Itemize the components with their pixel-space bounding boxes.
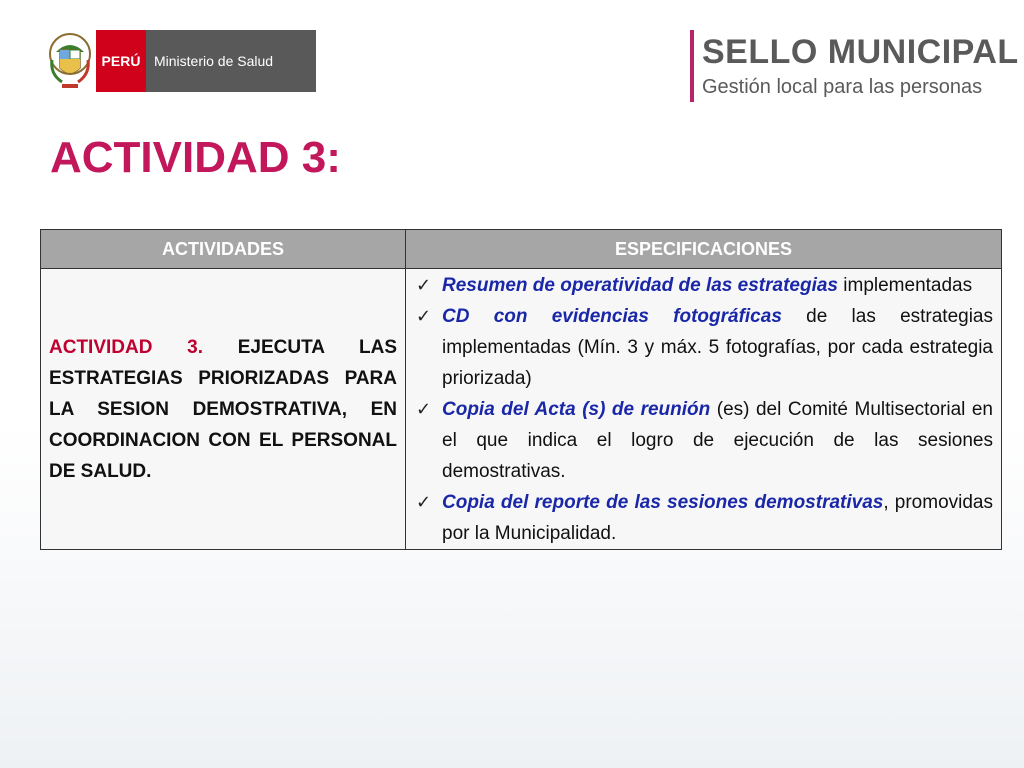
- table-row: [41, 269, 1002, 550]
- coat-of-arms-icon: [48, 30, 92, 92]
- spec-text: (es) del Comité Multisectorial en el que indica el logro de ejecución de las sesiones demostrativas.: [442, 399, 993, 482]
- especificaciones-cell: [406, 269, 1002, 550]
- actividad-cell: [41, 269, 406, 550]
- spec-text: implementadas: [838, 275, 973, 296]
- table-header-row: [41, 230, 1002, 269]
- spec-emphasis: Resumen de operatividad de las estrategias: [442, 275, 838, 296]
- spec-emphasis: Copia del reporte de las sesiones demostrativas: [442, 492, 884, 513]
- list-item: [416, 301, 993, 394]
- actividad-lead: ACTIVIDAD 3.: [49, 336, 203, 358]
- actividad-text: EJECUTA LAS ESTRATEGIAS PRIORIZADAS PARA LA SESION DEMOSTRATIVA, EN COORDINACION CON EL PERSONAL DE SALUD.: [49, 336, 397, 482]
- peru-label: PERÚ: [96, 30, 146, 92]
- activity-table: [40, 229, 1002, 550]
- spec-text: , promovidas por la Municipalidad.: [442, 492, 993, 544]
- minsa-logo: [48, 30, 316, 92]
- header-especificaciones: ESPECIFICACIONES: [406, 230, 1002, 269]
- spec-list: [416, 269, 993, 549]
- sello-title: SELLO MUNICIPAL: [702, 33, 1019, 71]
- sello-accent-bar: [690, 30, 694, 102]
- checkmark-icon: ✓: [416, 275, 432, 295]
- spec-text: de las estrategias implementadas (Mín. 3 y máx. 5 fotografías, por cada estrategia priorizada): [442, 306, 994, 389]
- ministry-label: Ministerio de Salud: [146, 30, 316, 92]
- sello-municipal-logo: [690, 30, 1019, 102]
- checkmark-icon: ✓: [416, 399, 432, 419]
- list-item: [416, 394, 993, 487]
- spec-emphasis: CD con evidencias fotográficas: [442, 306, 782, 327]
- list-item: [416, 487, 993, 549]
- header-actividades: ACTIVIDADES: [41, 230, 406, 269]
- sello-subtitle: Gestión local para las personas: [702, 76, 983, 98]
- list-item: [416, 270, 993, 301]
- checkmark-icon: ✓: [416, 492, 432, 512]
- slide-title: ACTIVIDAD 3:: [50, 133, 341, 182]
- spec-emphasis: Copia del Acta (s) de reunión: [442, 399, 711, 420]
- checkmark-icon: ✓: [416, 306, 432, 326]
